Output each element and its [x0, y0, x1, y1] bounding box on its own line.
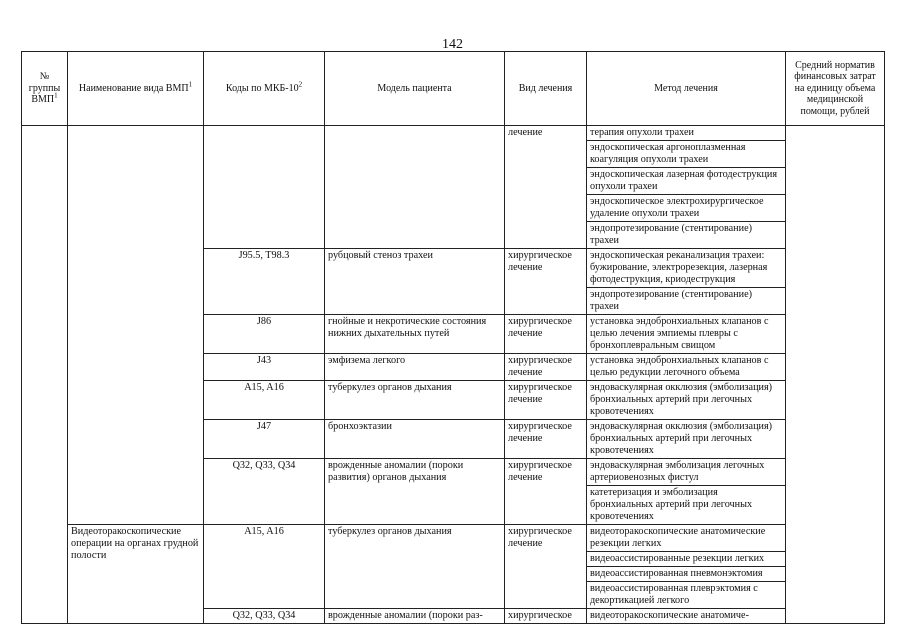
header-icd-codes: Коды по МКБ-$10^2$ — [204, 52, 325, 126]
page-number: 142 — [442, 37, 463, 52]
header-patient-model: Модель пациента — [325, 52, 505, 126]
treatment-method-cell: установка эндобронхиальных клапанов с целью лечения эмпиемы плевры с бронхоплевральным свищом — [587, 315, 786, 354]
icd-codes-cell: J47 — [204, 420, 325, 459]
header-treatment-method: Метод лечения — [587, 52, 786, 126]
treatment-type-cell: хирургическое лечение — [505, 420, 587, 459]
treatment-method-cell: эндоскопическое электрохирургическое удаление опухоли трахеи — [587, 195, 786, 222]
table-row — [22, 525, 885, 552]
icd-codes-cell — [204, 126, 325, 249]
patient-model-cell: бронхоэктазии — [325, 420, 505, 459]
treatment-method-cell: эндоваскулярная окклюзия (эмболизация) бронхиальных артерий при легочных кровотечениях — [587, 420, 786, 459]
header-group-no: № группы ВМП$^1$ — [22, 52, 68, 126]
icd-codes-cell: A15, A16 — [204, 381, 325, 420]
treatment-method-cell: эндоваскулярная эмболизация легочных артериовенозных фистул — [587, 459, 786, 486]
treatment-type-cell: хирургическое лечение — [505, 249, 587, 315]
treatment-method-cell: видеоторакоскопические анатомиче- — [587, 609, 786, 624]
treatment-method-cell: эндоваскулярная окклюзия (эмболизация) бронхиальных артерий при легочных кровотечениях — [587, 381, 786, 420]
vmp-name-cell — [68, 126, 204, 525]
patient-model-cell: туберкулез органов дыхания — [325, 381, 505, 420]
treatment-type-cell: лечение — [505, 126, 587, 249]
vmp-name-cell: Видеоторакоскопические операции на органах грудной полости — [68, 525, 204, 624]
icd-codes-cell: J95.5, T98.3 — [204, 249, 325, 315]
treatment-method-cell: видеоассистированные резекции легких — [587, 552, 786, 567]
patient-model-cell: гнойные и некротические состояния нижних дыхательных путей — [325, 315, 505, 354]
treatment-method-cell: установка эндобронхиальных клапанов с целью редукции легочного объема — [587, 354, 786, 381]
treatment-method-cell: эндопротезирование (стентирование) трахеи — [587, 222, 786, 249]
treatment-method-cell: эндоскопическая аргоноплазменная коагуляция опухоли трахеи — [587, 141, 786, 168]
icd-codes-cell: J43 — [204, 354, 325, 381]
treatment-type-cell: хирургическое — [505, 609, 587, 624]
treatment-type-cell: хирургическое лечение — [505, 354, 587, 381]
patient-model-cell: эмфизема легкого — [325, 354, 505, 381]
icd-codes-cell: Q32, Q33, Q34 — [204, 459, 325, 525]
treatment-method-cell: катетеризация и эмболизация бронхиальных артерий при легочных кровотечениях — [587, 486, 786, 525]
header-treatment-type: Вид лечения — [505, 52, 587, 126]
treatment-method-cell: терапия опухоли трахеи — [587, 126, 786, 141]
vmp-table — [21, 51, 885, 624]
patient-model-cell: врожденные аномалии (пороки развития) органов дыхания — [325, 459, 505, 525]
patient-model-cell: врожденные аномалии (пороки раз- — [325, 609, 505, 624]
icd-codes-cell: Q32, Q33, Q34 — [204, 609, 325, 624]
patient-model-cell: туберкулез органов дыхания — [325, 525, 505, 609]
table-row — [22, 126, 885, 141]
header-vmp-name: Наименование вида ВМП$^1$ — [68, 52, 204, 126]
group-number-cell — [22, 126, 68, 624]
treatment-type-cell: хирургическое лечение — [505, 381, 587, 420]
icd-codes-cell: J86 — [204, 315, 325, 354]
treatment-method-cell: видеоассистированная пневмонэктомия — [587, 567, 786, 582]
treatment-method-cell: эндоскопическая реканализация трахеи: бужирование, электрорезекция, лазерная фотодеструкция, криодеструкция — [587, 249, 786, 288]
header-avg-cost: Средний норматив финансовых затрат на единицу объема медицинской помощи, рублей — [786, 52, 885, 126]
patient-model-cell — [325, 126, 505, 249]
treatment-method-cell: видеоассистированная плеврэктомия с декортикацией легкого — [587, 582, 786, 609]
patient-model-cell: рубцовый стеноз трахеи — [325, 249, 505, 315]
treatment-type-cell: хирургическое лечение — [505, 459, 587, 525]
treatment-method-cell: видеоторакоскопические анатомические резекции легких — [587, 525, 786, 552]
avg-cost-cell — [786, 126, 885, 624]
treatment-type-cell: хирургическое лечение — [505, 525, 587, 609]
treatment-method-cell: эндоскопическая лазерная фотодеструкция опухоли трахеи — [587, 168, 786, 195]
treatment-method-cell: эндопротезирование (стентирование) трахеи — [587, 288, 786, 315]
table-header-row — [22, 52, 885, 126]
icd-codes-cell: A15, A16 — [204, 525, 325, 609]
treatment-type-cell: хирургическое лечение — [505, 315, 587, 354]
